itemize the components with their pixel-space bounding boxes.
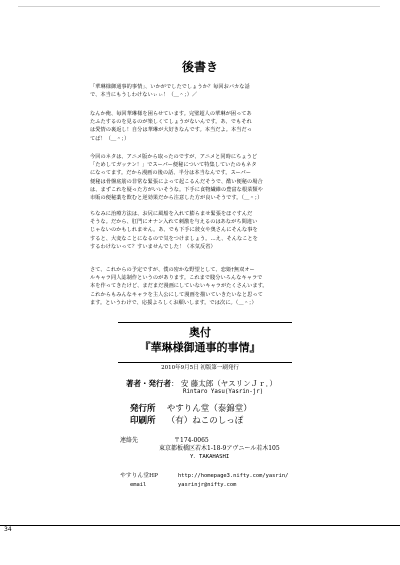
afterword-paragraph-2: なんか俺、毎回華琳様を困らせています。完璧超人の華琳が困ってあ たふたするのを見るのが楽しくてしょうがないんです。あ、でもそれ は愛情の裏返し！自分は華琳が大好きなんです。本当だよ。本当だっ てば！（＿＾；） xyxy=(90,111,252,142)
email-address[interactable]: yasrinjr@nifty.com xyxy=(178,482,237,488)
publisher-label: 発行所 xyxy=(130,404,156,414)
author-name: 安 藤太郎（ヤスリンＪｒ．） xyxy=(180,379,277,388)
afterword-paragraph-5: さて、これからの予定ですが、僕の密かな野望として、恋姫†無双オー ルキャラ同人誌制作というのがあります。これまで賤分いろんなキャラで 本を作ってきたけど、まだまだ漫画にしていないキャラがたくさんいます。 これからもみんなキャラを主人公にして漫画を描いていきたいなと思って ます。というわけで、応援よろしくお願いします。では次に。（＿＾；） xyxy=(90,267,268,306)
email-label: email xyxy=(130,482,147,488)
colophon-heading: 奥付 xyxy=(189,326,211,339)
printer-row xyxy=(130,416,243,426)
bottom-rule xyxy=(0,525,400,526)
edition-date: 2010年9月5日 初版第一刷発行 xyxy=(161,365,239,371)
website-url[interactable]: http://homepage3.nifty.com/yasrin/ xyxy=(178,473,289,479)
afterword-paragraph-3: 今回のネタは、アニメ版から取ったのですが、アニメと同時にちょうど 「ためしてガッテン！」でスーパー便秘について特集していたのもネタ になってます。だから漫画の後の話、半分は本当なんです。スーパー 便秘は骨盤底筋の非常な緊張によって起こるんだそうで、酷い便秘の場合 は、まずこれを疑った方がいいそうな。下手に食物繊維の豊富な根菜類や 市販の便秘薬を飲むと逆効果だから注意した方が良いそうです。（＿＾；） xyxy=(90,154,263,202)
colophon-top-divider xyxy=(118,322,292,323)
top-rule xyxy=(18,6,380,7)
contact-postal-code: 〒174-0065 xyxy=(174,437,209,444)
contact-label: 連絡先 xyxy=(120,437,139,444)
printer-name: （有）ねこのしっぽ xyxy=(166,416,244,426)
afterword-paragraph-1: 「華琳様御通事的事情」、いかがでしたでしょうか？毎回おバカな話 で、本当にもうしわけないぃぃ！（＿＾；）／ xyxy=(90,84,250,99)
printer-label: 印刷所 xyxy=(130,416,156,426)
page-number: 34 xyxy=(4,526,12,533)
book-title: 『華琳様御通事的事情』 xyxy=(139,341,261,354)
contact-address: 東京都板橋区若木1-18-9アヴニール若木105 xyxy=(159,445,280,452)
author-row: 著者・発行者： 安 藤太郎（ヤスリンＪｒ．） xyxy=(126,379,277,388)
contact-name: Y．TAKAHASHI xyxy=(190,454,230,460)
afterword-heading: 後書き xyxy=(181,60,218,74)
website-label: やすりん堂HP xyxy=(120,473,158,479)
publisher-name: やすりん堂（泰錦堂） xyxy=(166,404,252,414)
author-romaji: Rintaro Yasu(Yasrin-jr) xyxy=(183,389,264,395)
colophon-bottom-divider xyxy=(118,362,292,363)
publisher-row xyxy=(130,404,252,414)
afterword-paragraph-4: ちなみに治療方法は、お尻に風船を入れて膨らませ緊張をほぐすんだ そうな。だから、肛門にオナン入れて刺激を与えるのはあながち間違い じゃないのかもしれません。あ、でも下手に彼女や奥さんにそんな事を すると、大変なことになるので気をつけましょう。…え、そんなことを するわけないって？すいませんでした！（本気反省） xyxy=(90,211,258,250)
author-label: 著者・発行者 xyxy=(126,379,171,388)
